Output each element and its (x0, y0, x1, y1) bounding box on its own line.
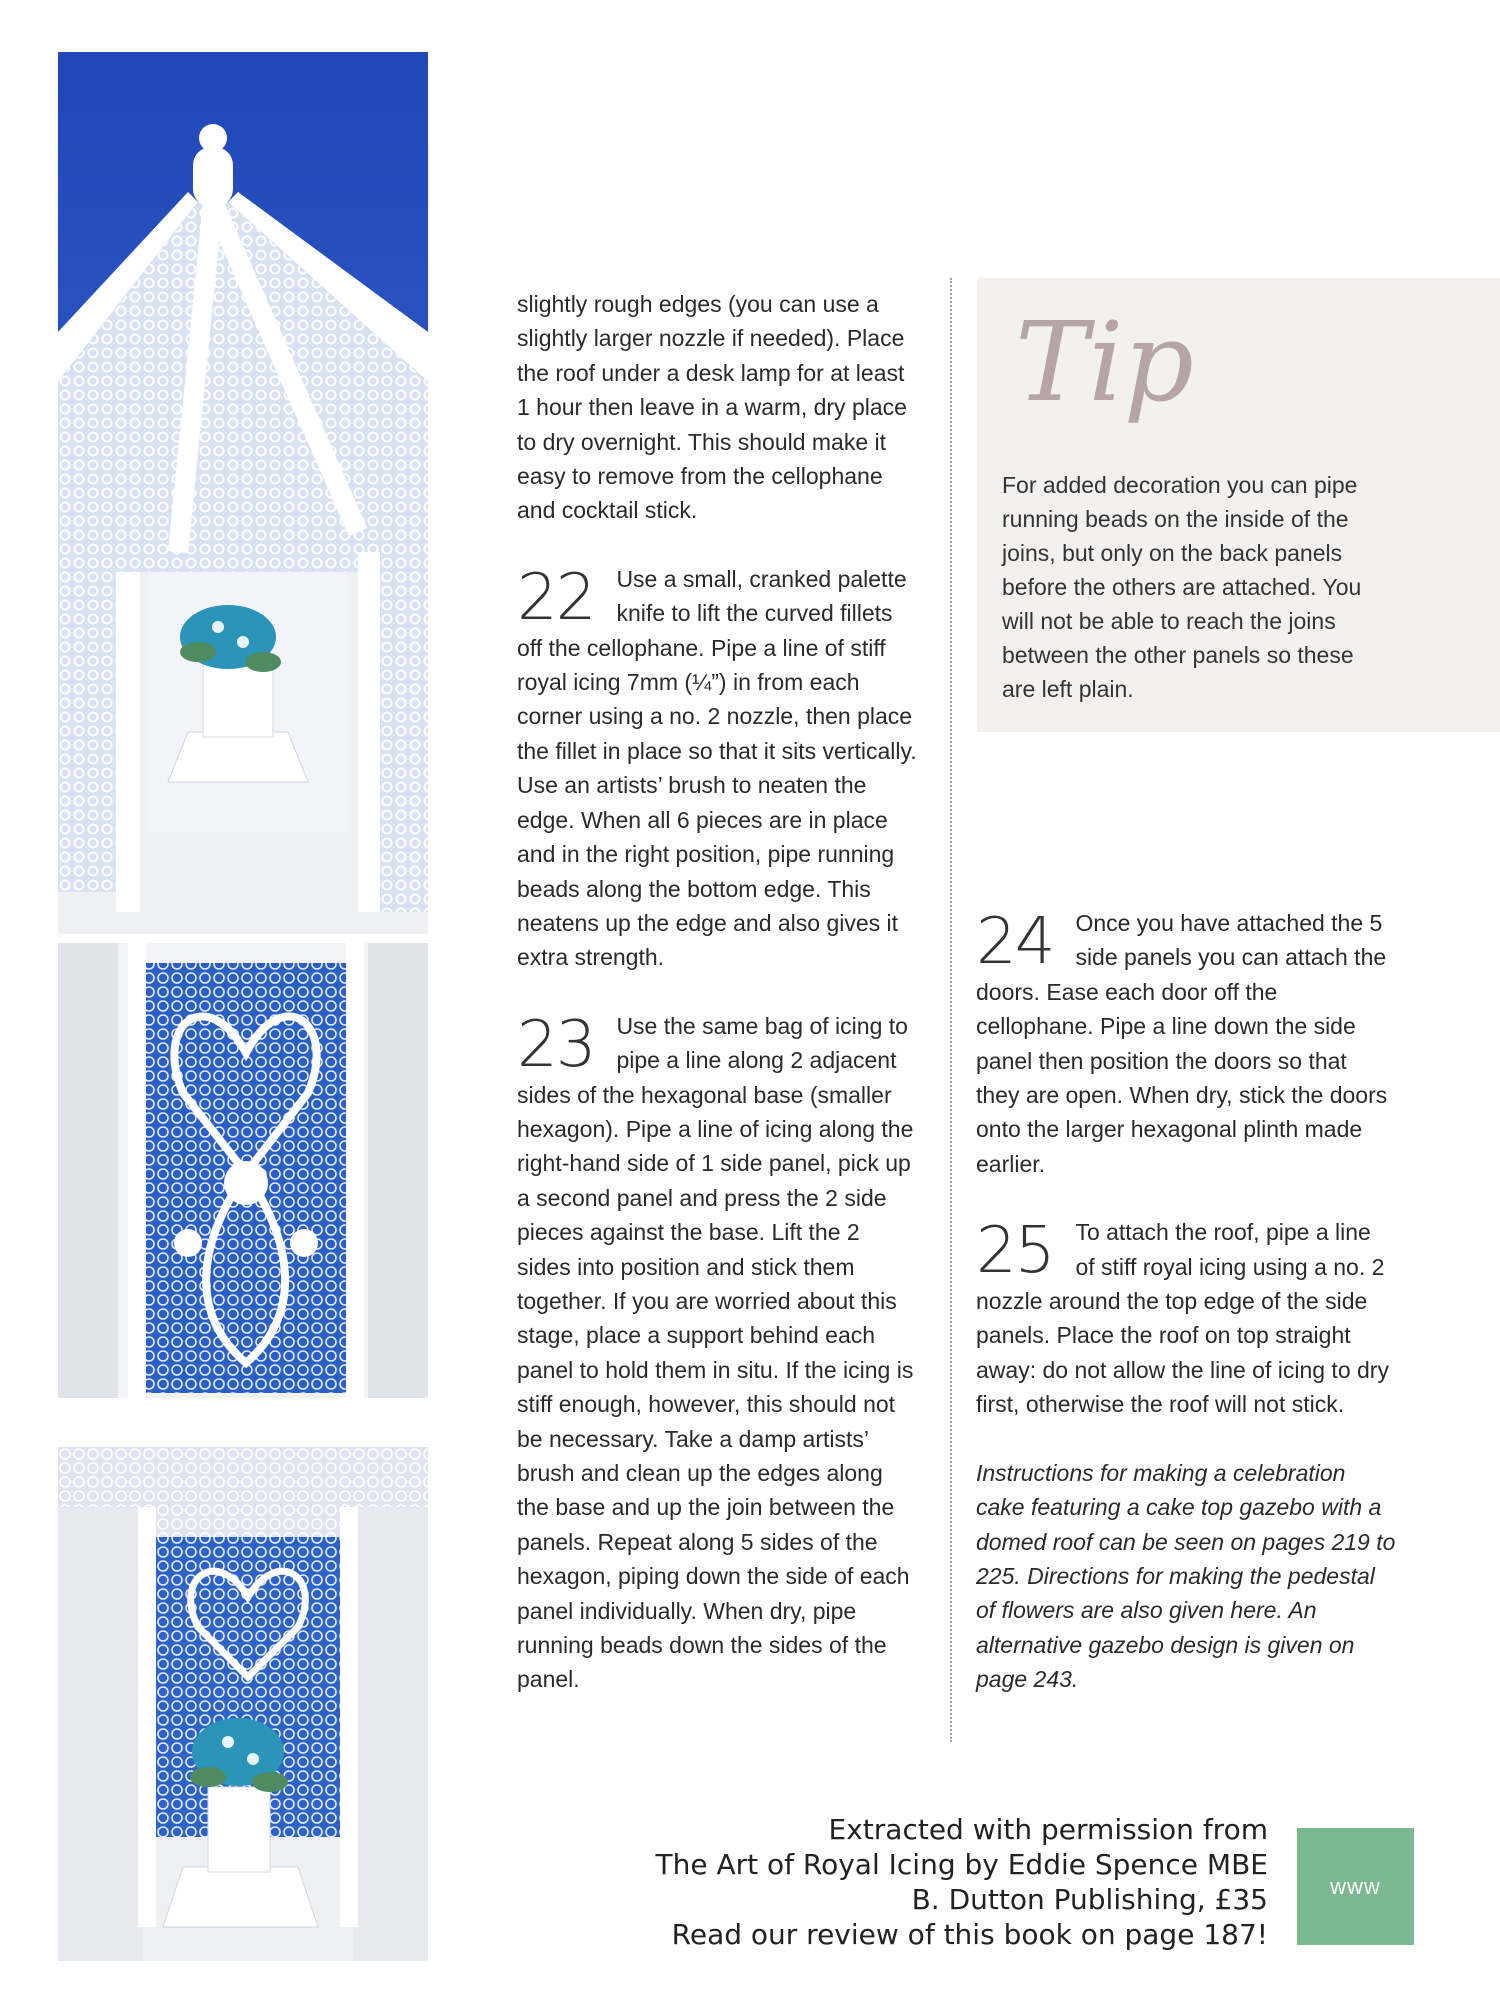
step-number: 25 (976, 1214, 1054, 1289)
column-divider (950, 278, 952, 1742)
step-number: 23 (517, 1007, 595, 1082)
right-text-column (976, 906, 1396, 1731)
step-text: Once you have attached the 5 side panels you can attach the doors. Ease each door off the cellophane. Pipe a line down the side panel then position the doors so that they are open. When dry, stick the doors onto the larger hexagonal plinth made earlier. (976, 910, 1388, 1177)
tip-title: Tip (1015, 298, 1194, 426)
step-24 (976, 906, 1396, 1181)
step-number: 24 (976, 905, 1054, 979)
gazebo-roof-photo (58, 52, 428, 934)
step-text: Use the same bag of icing to pipe a line along 2 adjacent sides of the hexagonal base (smaller hexagon). Pipe a line of icing along the right-hand side of 1 side panel, pick up a second panel and press the 2 side pieces against the base. Lift the 2 sides into position and stick them together. If you are worried about this stage, place a support behind each panel to hold them in situ. If the icing is stiff enough, however, this should not be necessary. Take a damp artists’ brush and clean up the edges along the base and up the join between the panels. Repeat along 5 sides of the hexagon, piping down the side of each panel individually. When dry, pipe running beads down the sides of the panel. (517, 1012, 914, 1693)
step-25 (976, 1215, 1396, 1421)
intro-paragraph: slightly rough edges (you can use a slightly larger nozzle if needed). Place the roof under a desk lamp for at least 1 hour then leave in a warm, dry place to dry overnight. This should make it easy to remove from the cellophane and cocktail stick. (517, 291, 907, 524)
lace-panel-photo (58, 943, 428, 1439)
step-22 (517, 562, 917, 975)
step-text: Use a small, cranked palette knife to lift the curved fillets off the cellophane. Pipe a line of stiff royal icing 7mm (¼”) in from each corner using a no. 2 nozzle, then place the fillet in place so that it sits vertically. Use an artists’ brush to neaten the edge. When all 6 pieces are in place and in the right position, pipe running beads along the bottom edge. This neatens up the edge and also gives it extra strength. (517, 565, 917, 971)
book-credits (656, 1812, 1269, 1952)
credits-review-link: Read our review of this book on page 187! (671, 1918, 1268, 1951)
step-text: To attach the roof, pipe a line of stiff royal icing using a no. 2 nozzle around the top edge of the side panels. Place the roof on top straight away: do not allow the line of icing to dry first, otherwise the roof will not stick. (976, 1219, 1389, 1418)
tip-text: For added decoration you can pipe running beads on the inside of the joins, but only on the back panels before the others are attached. You will not be able to reach the joins between the other panels so these are left plain. (1002, 472, 1362, 702)
step-23 (517, 1009, 917, 1697)
www-badge[interactable]: www (1297, 1828, 1414, 1945)
credits-publisher: B. Dutton Publishing, £35 (911, 1883, 1268, 1916)
gazebo-interior-photo (58, 1447, 428, 1961)
left-text-column (517, 287, 917, 1731)
credits-line: Extracted with permission from (828, 1813, 1268, 1846)
reference-note: Instructions for making a celebration cake featuring a cake top gazebo with a domed roof can be seen on pages 219 to 225. Directions for making the pedestal of flowers are also given here. An alternative gazebo design is given on page 243. (976, 1459, 1396, 1693)
credits-book-title: The Art of Royal Icing by Eddie Spence MBE (655, 1848, 1268, 1881)
step-number: 22 (517, 560, 595, 635)
tip-box (977, 278, 1500, 732)
